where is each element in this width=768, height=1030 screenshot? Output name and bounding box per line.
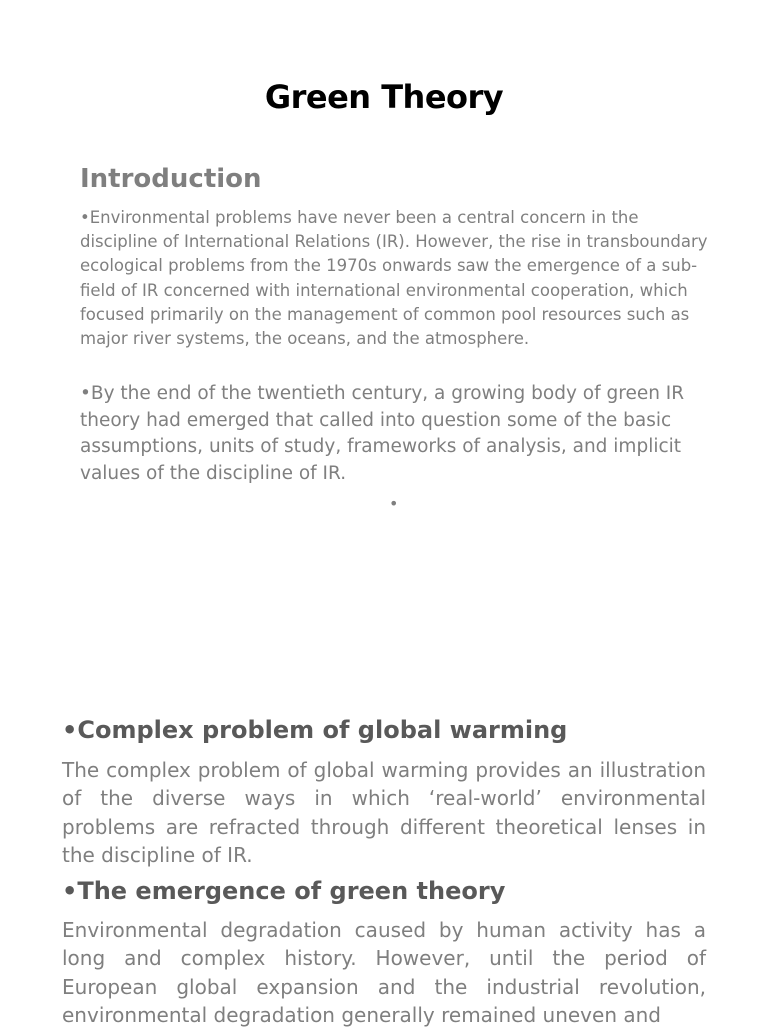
slide-2 (0, 700, 768, 1028)
global-warming-text: The complex problem of global warming provides an illustration of the diverse ways in which ‘real-world’ environmental problems are refracted through different theoretical lenses in the discipline of IR. (62, 758, 706, 868)
empty-bullet: • (389, 494, 399, 513)
intro-paragraph-2: •By the end of the twentieth century, a growing body of green IR theory had emerged that called into question some of the basic assumptions, units of study, frameworks of analysis, and implicit values of the discipline of IR. (80, 383, 685, 484)
intro-paragraph-1: •Environmental problems have never been a central concern in the discipline of International Relations (IR). However, the rise in transboundary ecological problems from the 1970s onwards saw the emergence of a sub-field of IR concerned with international environmental cooperation, which focused primarily on the management of common pool resources such as major river systems, the oceans, and the atmosphere. (80, 208, 708, 349)
green-theory-emergence-text: Environmental degradation caused by human activity has a long and complex history. However, until the period of European global expansion and the industrial revolution, environmental degradation generally remained uneven and (62, 918, 706, 1028)
slide-title: Green Theory (264, 78, 504, 116)
introduction-heading: Introduction (80, 164, 262, 194)
global-warming-heading: •Complex problem of global warming (62, 716, 568, 744)
green-theory-emergence-heading: •The emergence of green theory (62, 877, 506, 905)
